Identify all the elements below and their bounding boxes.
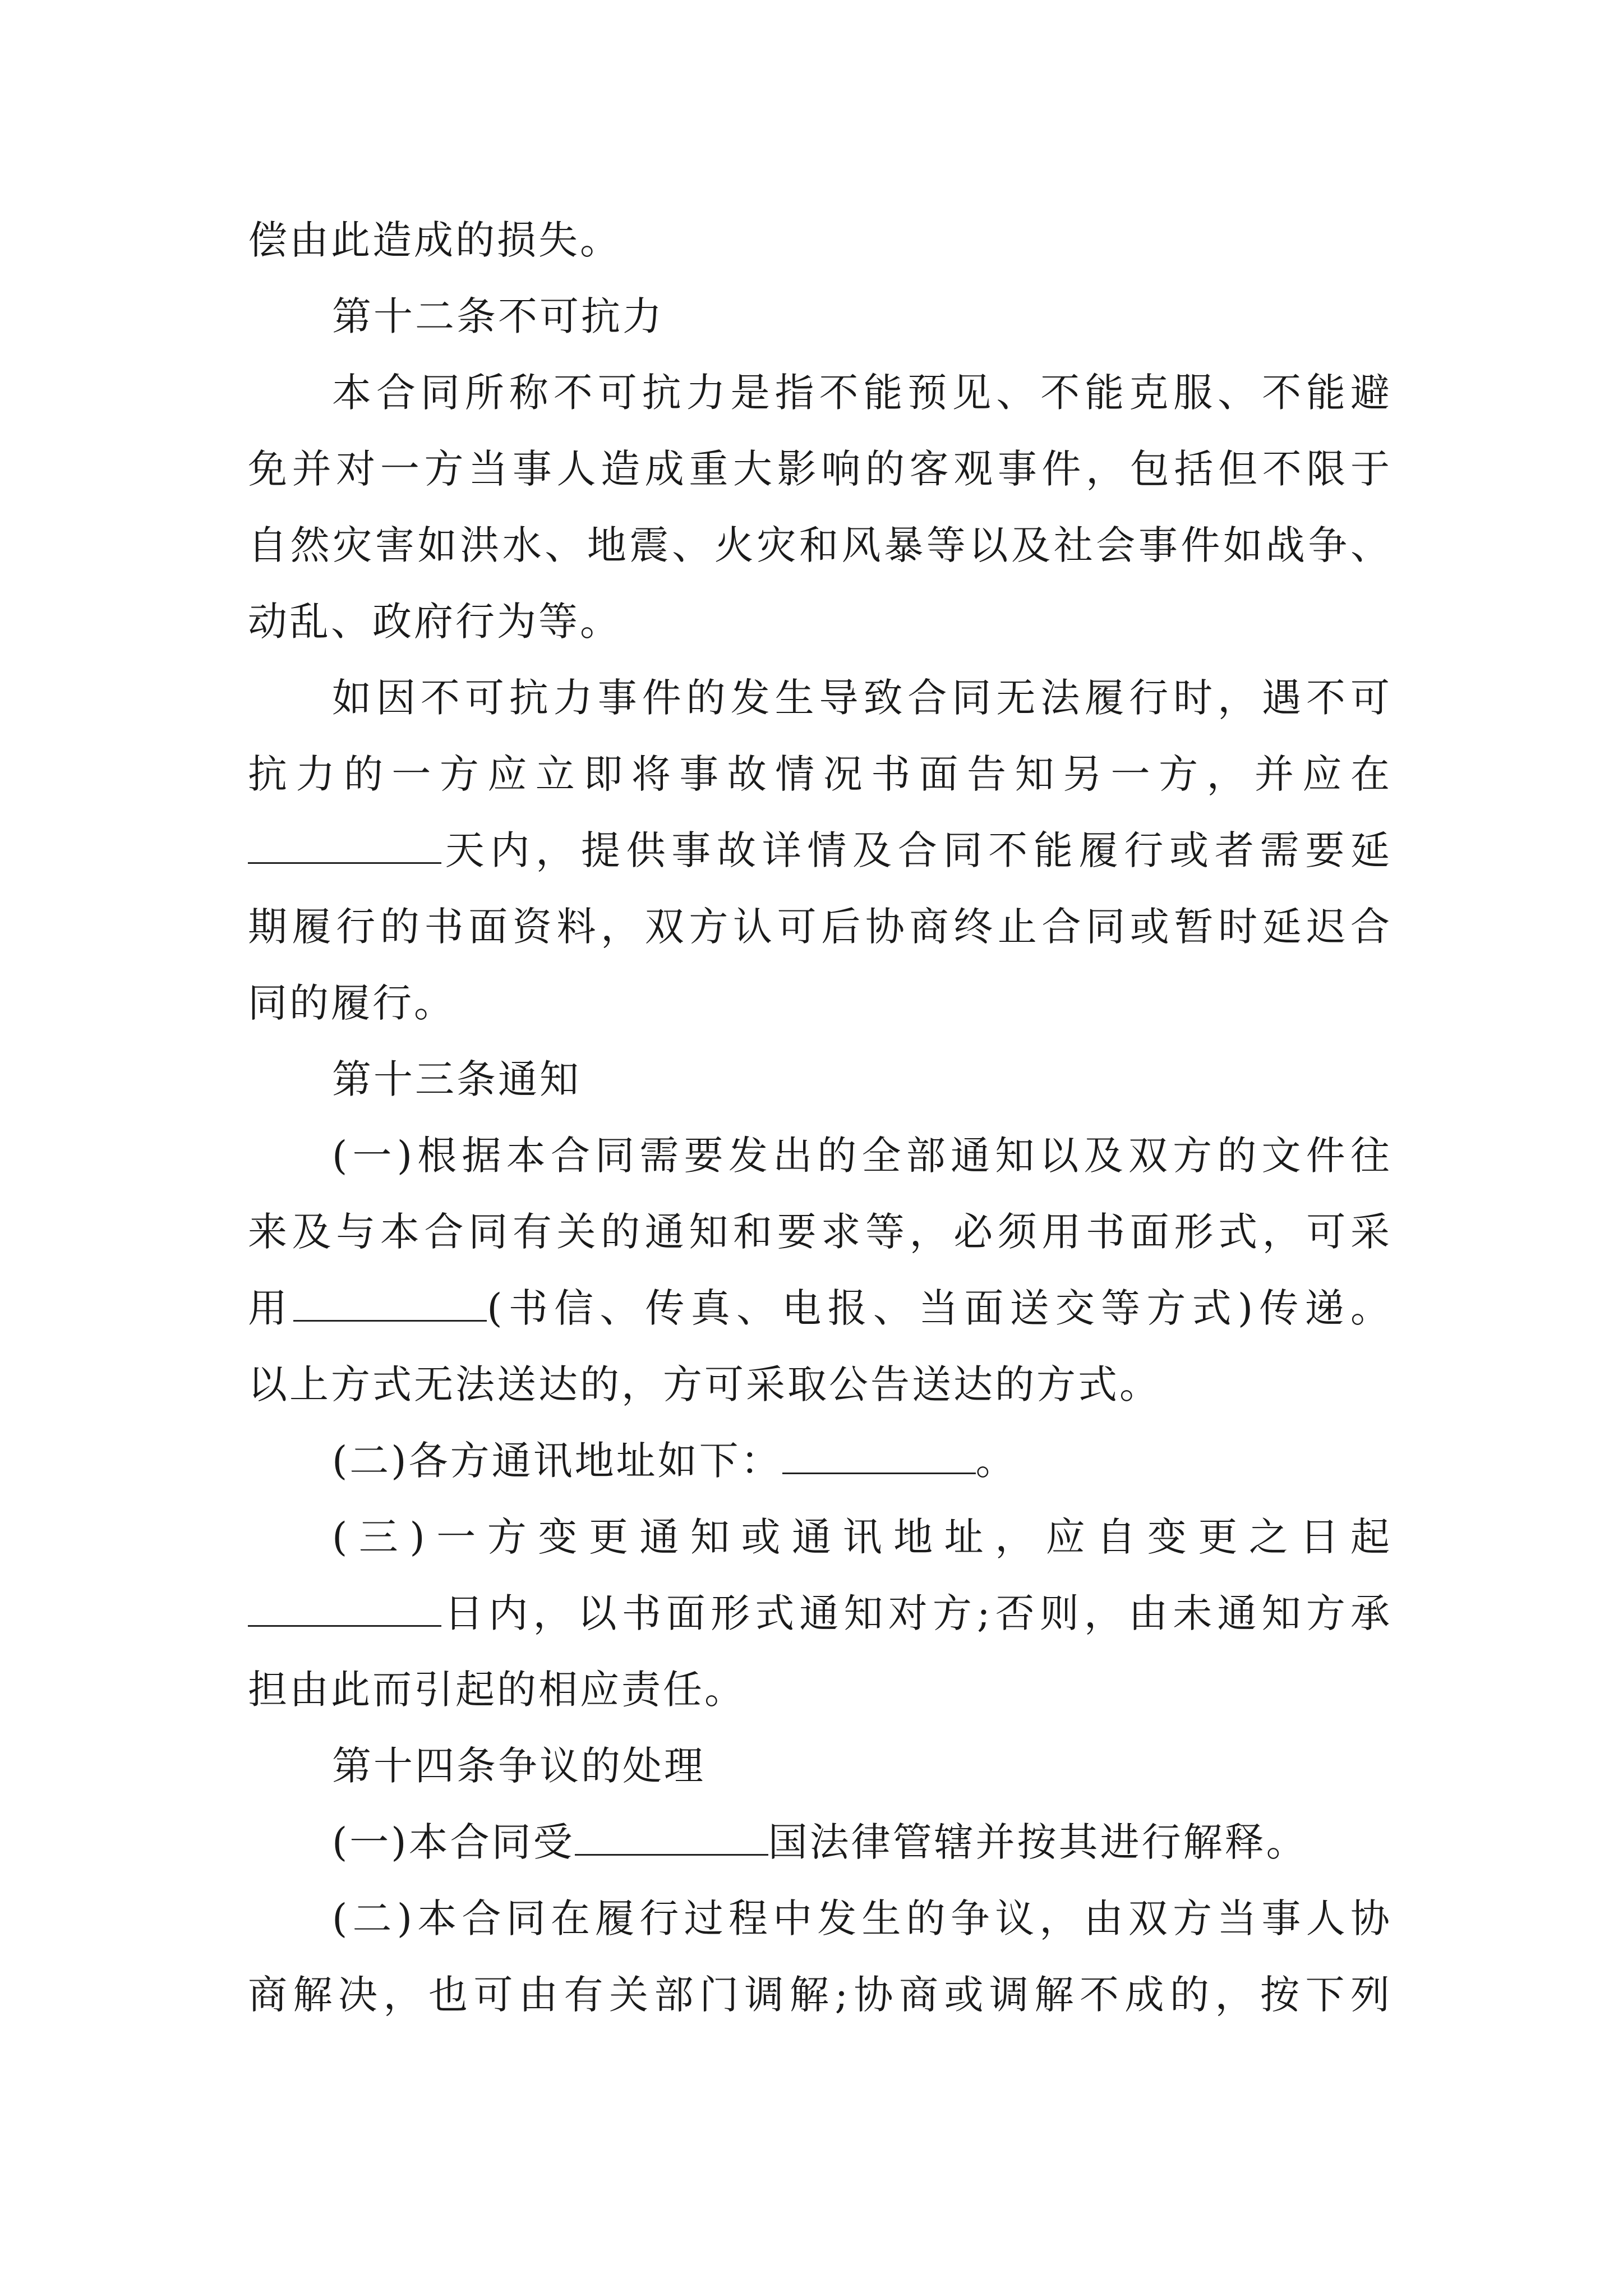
paragraph-line: 抗力的一方应立即将事故情况书面告知另一方，并应在 bbox=[248, 751, 1392, 797]
paragraph-line: 同的履行。 bbox=[248, 980, 455, 1026]
text-segment: (一)本合同受 bbox=[332, 1819, 575, 1865]
paragraph-line: (二)本合同在履行过程中发生的争议，由双方当事人协 bbox=[332, 1895, 1392, 1941]
document-body bbox=[248, 202, 1392, 2033]
paragraph-line: 来及与本合同有关的通知和要求等，必须用书面形式，可采 bbox=[248, 1209, 1392, 1255]
fill-in-blank bbox=[782, 1439, 976, 1474]
fill-in-blank bbox=[575, 1820, 768, 1856]
text-segment: 日内，以书面形式通知对方;否则，由未通知方承 bbox=[441, 1590, 1392, 1636]
paragraph-line bbox=[248, 1423, 1392, 1499]
text-segment: (书信、传真、电报、当面送交等方式)传递。 bbox=[487, 1285, 1393, 1331]
paragraph-line: 动乱、政府行为等。 bbox=[248, 599, 621, 645]
paragraph-line bbox=[248, 1804, 1392, 1880]
paragraph-line bbox=[248, 1575, 1392, 1651]
text-segment: (二)各方通讯地址如下： bbox=[332, 1438, 782, 1484]
paragraph-line: (一)根据本合同需要发出的全部通知以及双方的文件往 bbox=[332, 1133, 1392, 1179]
text-segment: 用 bbox=[248, 1285, 294, 1331]
paragraph-line: 如因不可抗力事件的发生导致合同无法履行时，遇不可 bbox=[332, 675, 1392, 721]
paragraph-line: 担由此而引起的相应责任。 bbox=[248, 1667, 746, 1713]
paragraph-line: 商解决，也可由有关部门调解;协商或调解不成的，按下列 bbox=[248, 1972, 1392, 2018]
article-heading: 第十二条不可抗力 bbox=[332, 293, 664, 339]
fill-in-blank bbox=[248, 1591, 441, 1627]
text-segment: 。 bbox=[975, 1438, 1017, 1484]
text-segment: 国法律管辖并按其进行解释。 bbox=[768, 1819, 1308, 1865]
paragraph-line: 免并对一方当事人造成重大影响的客观事件，包括但不限于 bbox=[248, 446, 1392, 492]
article-heading: 第十四条争议的处理 bbox=[332, 1743, 706, 1789]
text-segment: 天内，提供事故详情及合同不能履行或者需要延 bbox=[441, 827, 1392, 873]
paragraph-line: 本合同所称不可抗力是指不能预见、不能克服、不能避 bbox=[332, 370, 1392, 416]
paragraph-line: 自然灾害如洪水、地震、火灾和风暴等以及社会事件如战争、 bbox=[248, 522, 1392, 568]
fill-in-blank bbox=[293, 1286, 487, 1322]
paragraph-line: (三)一方变更通知或通讯地址，应自变更之日起 bbox=[332, 1514, 1392, 1560]
paragraph-line bbox=[248, 812, 1392, 889]
paragraph-line: 偿由此造成的损失。 bbox=[248, 217, 621, 263]
paragraph-line: 期履行的书面资料，双方认可后协商终止合同或暂时延迟合 bbox=[248, 904, 1392, 950]
fill-in-blank bbox=[248, 829, 441, 864]
paragraph-line bbox=[248, 1270, 1392, 1346]
paragraph-line: 以上方式无法送达的，方可采取公告送达的方式。 bbox=[248, 1361, 1161, 1407]
article-heading: 第十三条通知 bbox=[332, 1056, 581, 1102]
